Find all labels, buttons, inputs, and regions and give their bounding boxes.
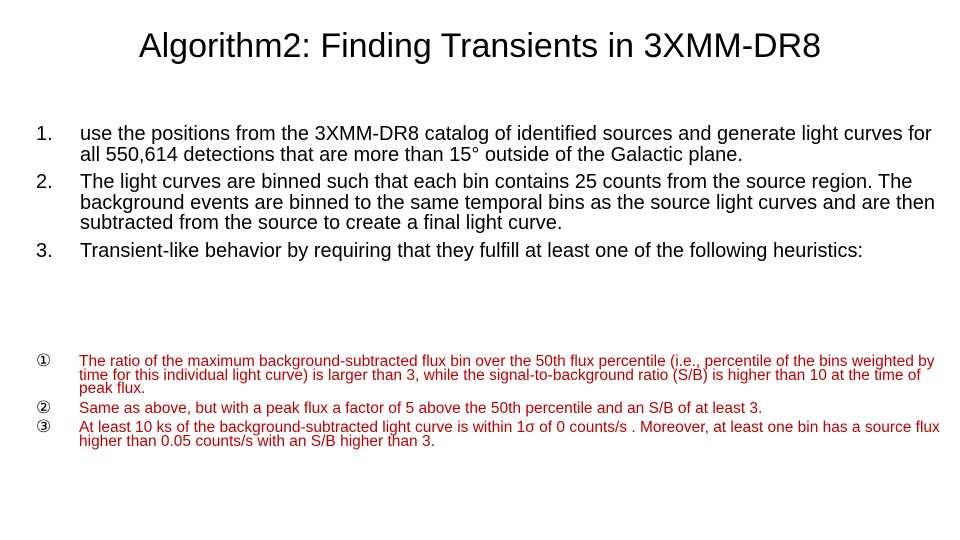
circled-one-marker: ① [36,351,52,371]
step-1-number: 1. [36,123,53,145]
step-2-number: 2. [36,171,53,193]
heuristic-1 [36,351,946,398]
step-1-text: use the positions from the 3XMM-DR8 catalog of identified sources and generate light curves for all 550,614 detections that are more than 15° outside of the Galactic plane. [80,123,932,166]
algorithm-steps-list [36,124,951,268]
step-3 [36,241,951,262]
step-2 [36,172,951,234]
heuristic-2-text: Same as above, but with a peak flux a factor of 5 above the 50th percentile and an S/B of at least 3. [79,399,763,417]
heuristic-2 [36,397,946,418]
circled-three-marker: ③ [36,417,52,438]
heuristic-3 [36,417,946,450]
heuristic-3-text: At least 10 ks of the background-subtracted light curve is within 1σ of 0 counts/s . Moreover, at least one bin has a source flux higher than 0.05 counts/s with an S/B higher than 3. [79,419,940,450]
heuristic-1-text: The ratio of the maximum background-subtracted flux bin over the 50th flux percentile (i.e., percentile of the bins weighted by time for this individual light curve) is larger than 3, while the signal-to-background ratio (S/B) is higher than 10 at the time of peak flux. [79,353,935,398]
circled-two-marker: ② [36,397,52,418]
step-1 [36,124,951,165]
step-3-text: Transient-like behavior by requiring that they fulfill at least one of the following heuristics: [80,239,863,262]
step-3-number: 3. [36,239,53,262]
step-2-text: The light curves are binned such that each bin contains 25 counts from the source region. The background events are binned to the same temporal bins as the source light curves and are then subtracted from the source to create a final light curve. [80,171,935,234]
slide-title: Algorithm2: Finding Transients in 3XMM-DR8 [138,27,822,65]
heuristics-list [36,351,946,455]
